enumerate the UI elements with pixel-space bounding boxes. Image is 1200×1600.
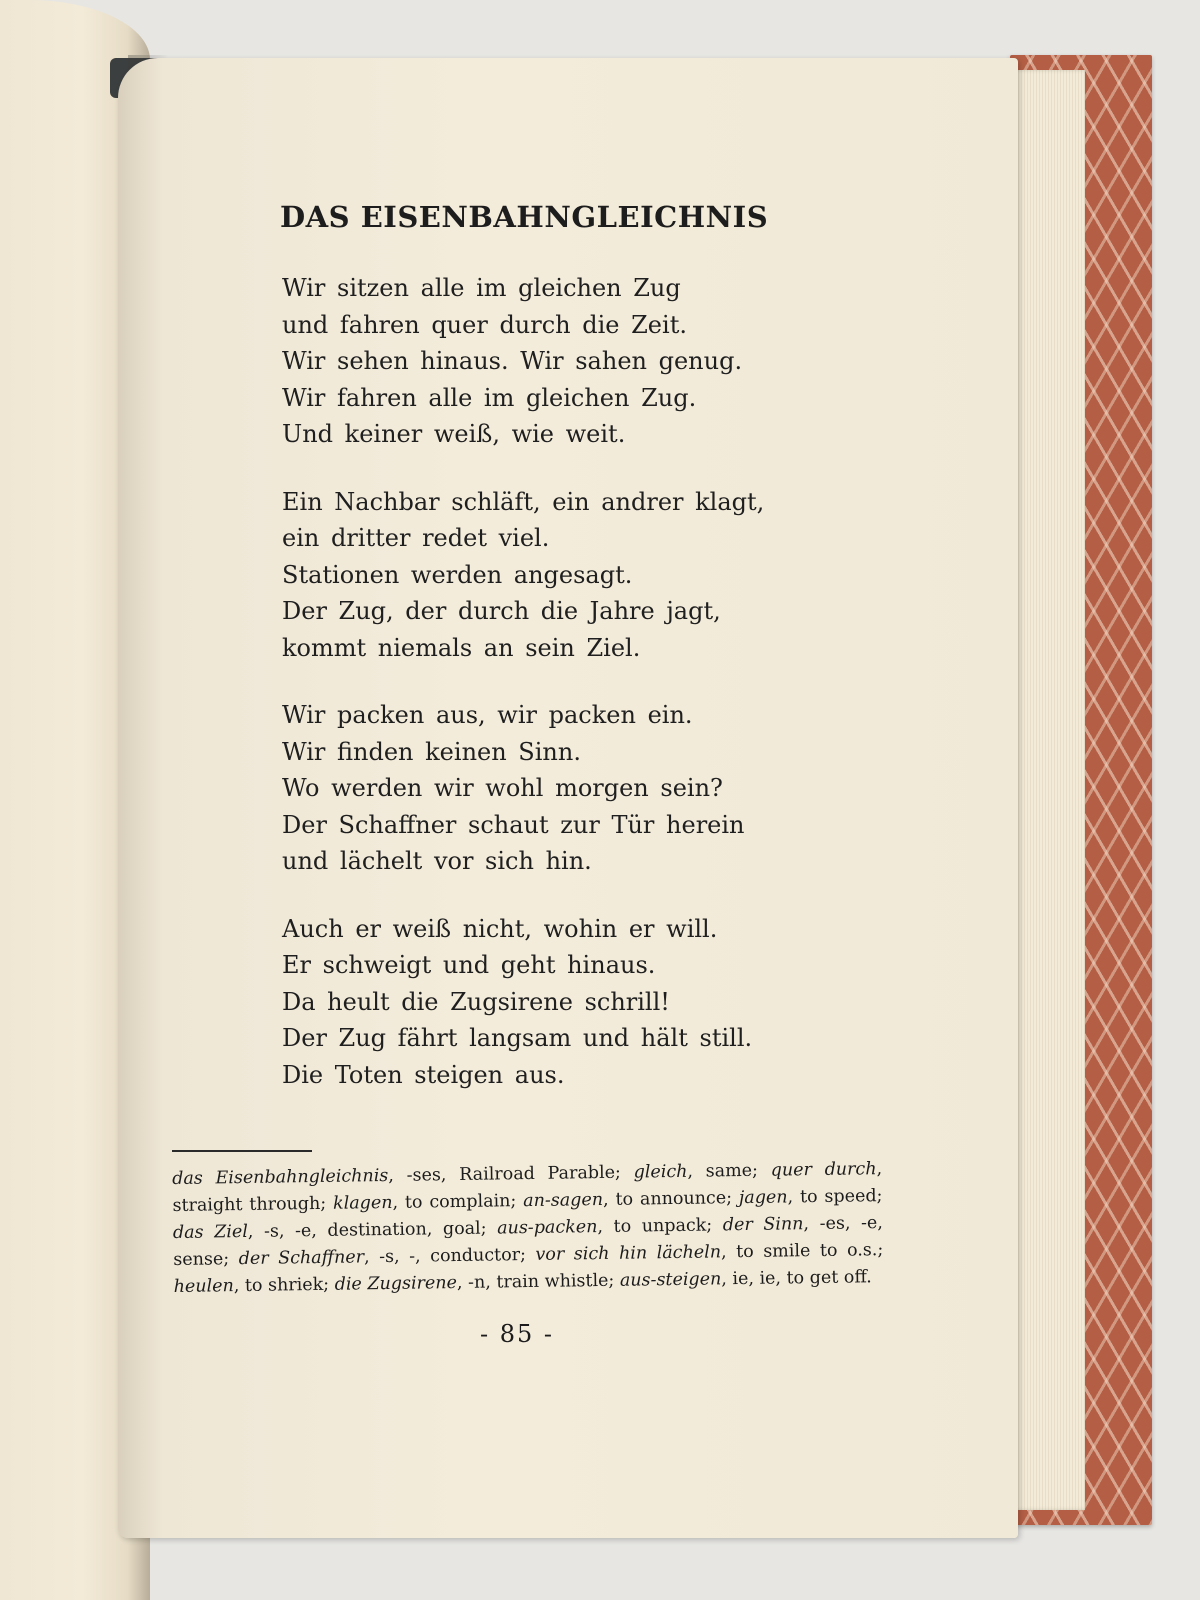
footnote-term: jagen [738,1187,788,1209]
verse-line: Und keiner weiß, wie weit. [282,420,626,448]
footnote-term: aus-packen [497,1217,598,1239]
verse-line: Der Zug, der durch die Jahre jagt, [282,597,721,625]
stanza-2 [282,484,764,667]
footnote-term: das Eisenbahngleichnis [172,1165,389,1189]
verse-line: Stationen werden angesagt. [282,560,633,589]
footnote-gloss: , ie, ie, to get off. [721,1267,872,1290]
footnote-gloss: , to complain; [392,1191,524,1213]
footnote-term: der Sinn [722,1214,804,1236]
verse-line: Ein Nachbar schläft, ein andrer klagt, [282,487,765,516]
verse-line: Wo werden wir wohl morgen sein? [282,774,723,802]
footnote-gloss: , -s, -e, destination, goal; [247,1218,498,1242]
footnote-gloss: , to smile to o.s.; [720,1240,884,1263]
verse-line: Der Zug fährt langsam und hält still. [282,1024,753,1052]
page-number: - 85 - [480,1320,555,1348]
verse-line: kommt niemals an sein Ziel. [282,633,641,662]
footnote-gloss: , straight through; [172,1159,883,1216]
verse-line: und lächelt vor sich hin. [282,847,592,875]
verse-line: ein dritter redet viel. [282,524,550,552]
footnote-gloss: , to announce; [602,1188,740,1210]
footnote-term: das Ziel [172,1221,248,1243]
footnote-gloss: , to shriek; [233,1274,335,1297]
footnote-term: vor sich hin lächeln [535,1242,722,1265]
verse-line: und fahren quer durch die Zeit. [282,310,687,339]
verse-line: Wir finden keinen Sinn. [282,737,581,766]
vocabulary-footnote [172,1156,884,1301]
verse-line: Er schweigt und geht hinaus. [282,951,656,979]
stanza-3 [282,697,764,880]
stanza-1 [282,270,764,453]
footnote-gloss: , -s, -, conductor; [363,1244,536,1268]
verse-line: Wir packen aus, wir packen ein. [282,701,693,729]
footnote-term: aus-steigen [619,1269,722,1291]
footnote-gloss: , to speed; [787,1186,883,1208]
footnote-gloss: , -n, train whistle; [456,1270,621,1294]
poem-title: DAS EISENBAHNGLEICHNIS [280,200,769,234]
footnote-term: der Schaffner [238,1247,365,1270]
verse-line: Die Toten steigen aus. [282,1060,565,1089]
verse-line: Der Schaffner schaut zur Tür herein [282,810,745,839]
verse-line: Da heult die Zugsirene schrill! [282,987,670,1016]
footnote-term: an-sagen [523,1189,604,1212]
footnote-term: heulen [173,1276,234,1297]
verse-line: Auch er weiß nicht, wohin er will. [282,914,718,943]
footnote-term: klagen [332,1192,393,1214]
footnote-term: die Zugsirene [334,1273,458,1295]
verse-line: Wir sehen hinaus. Wir sahen genug. [282,347,743,375]
verse-line: Wir fahren alle im gleichen Zug. [282,383,697,412]
footnote-term: quer durch [770,1159,877,1181]
footnote-term: gleich [633,1161,688,1183]
footnote-gloss: , -es, -e, sense; [173,1213,884,1270]
stanza-4 [282,911,764,1094]
verse-line: Wir sitzen alle im gleichen Zug [282,274,681,302]
poem-body [282,270,764,1124]
footnote-gloss: , to unpack; [597,1215,723,1238]
footnote-gloss: , -ses, Railroad Parable; [388,1162,634,1186]
footnote-rule [172,1150,312,1152]
footnote-gloss: , same; [687,1160,771,1182]
